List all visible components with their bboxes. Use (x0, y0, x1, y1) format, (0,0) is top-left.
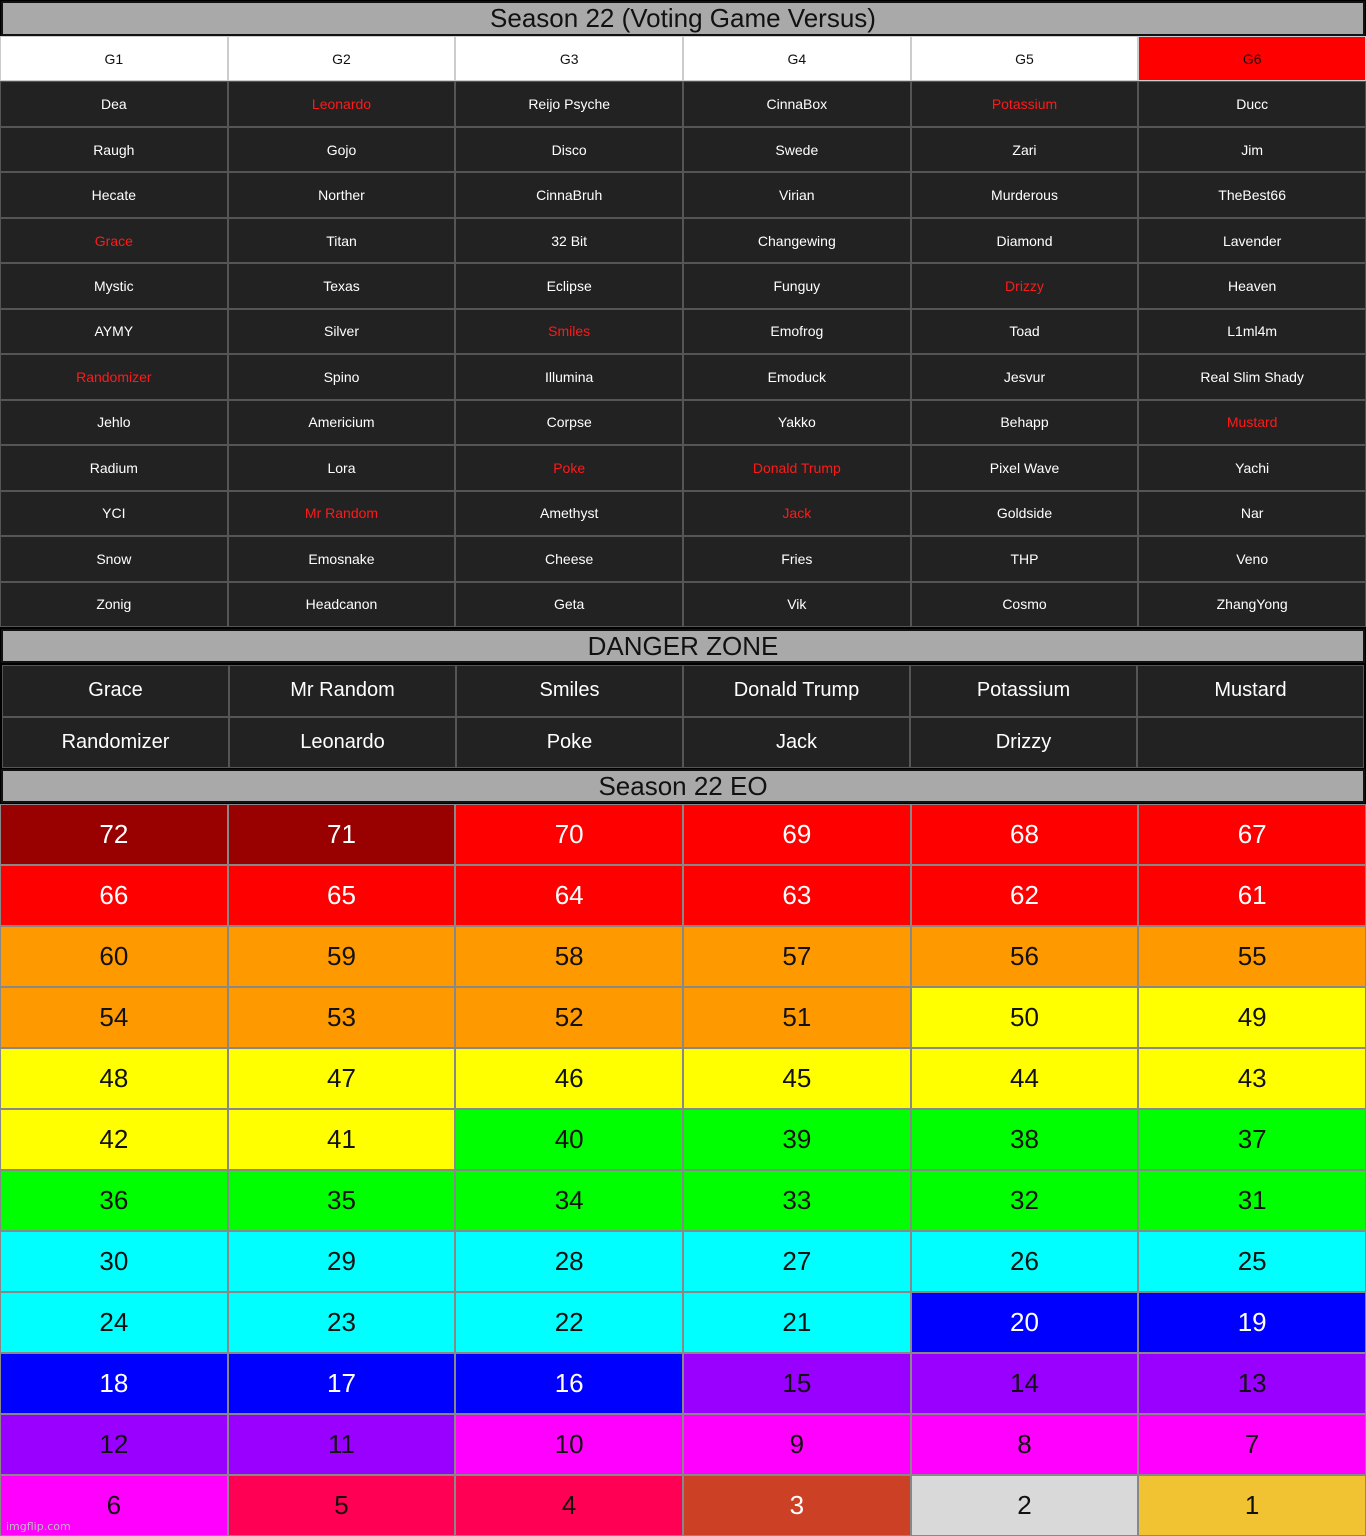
eo-rank-cell: 57 (683, 926, 911, 987)
contestant-cell: Potassium (911, 81, 1139, 126)
eo-rank-cell: 70 (455, 804, 683, 865)
contestant-cell: Silver (228, 309, 456, 354)
eo-rank-cell: 39 (683, 1109, 911, 1170)
danger-zone-cell: Potassium (910, 665, 1137, 717)
eo-rank-cell: 46 (455, 1048, 683, 1109)
group-header: G5 (911, 36, 1139, 81)
eo-rank-cell: 72 (0, 804, 228, 865)
eo-title: Season 22 EO (1, 769, 1365, 803)
group-header: G6 (1138, 36, 1366, 81)
eo-rank-cell: 35 (228, 1170, 456, 1231)
danger-zone-cell: Leonardo (229, 717, 456, 769)
eo-rank-cell: 23 (228, 1292, 456, 1353)
eo-rank-cell: 30 (0, 1231, 228, 1292)
contestant-cell: Swede (683, 127, 911, 172)
eo-rank-cell: 50 (911, 987, 1139, 1048)
contestant-cell: Spino (228, 354, 456, 399)
danger-zone-table (2, 665, 1364, 768)
eo-rank-cell: 13 (1138, 1353, 1366, 1414)
danger-zone-cell: Poke (456, 717, 683, 769)
eo-rank-cell: 51 (683, 987, 911, 1048)
eo-rank-cell: 20 (911, 1292, 1139, 1353)
eo-rank-cell: 55 (1138, 926, 1366, 987)
contestant-cell: Mr Random (228, 491, 456, 536)
danger-zone-cell: Mr Random (229, 665, 456, 717)
contestant-cell: CinnaBox (683, 81, 911, 126)
contestant-cell: Gojo (228, 127, 456, 172)
contestant-cell: Behapp (911, 400, 1139, 445)
contestant-cell: Titan (228, 218, 456, 263)
eo-rank-cell: 1 (1138, 1475, 1366, 1536)
eo-rank-cell: 62 (911, 865, 1139, 926)
contestant-cell: THP (911, 536, 1139, 581)
danger-zone-title: DANGER ZONE (1, 629, 1365, 663)
contestant-cell: Jack (683, 491, 911, 536)
eo-rank-cell: 28 (455, 1231, 683, 1292)
eo-rank-cell: 71 (228, 804, 456, 865)
group-header: G2 (228, 36, 456, 81)
eo-rank-cell: 5 (228, 1475, 456, 1536)
contestant-cell: Nar (1138, 491, 1366, 536)
contestant-cell: Cosmo (911, 582, 1139, 627)
eo-rank-cell: 68 (911, 804, 1139, 865)
contestant-cell: Texas (228, 263, 456, 308)
contestant-cell: Drizzy (911, 263, 1139, 308)
contestant-cell: Ducc (1138, 81, 1366, 126)
eo-rank-cell: 31 (1138, 1170, 1366, 1231)
eo-rank-cell: 66 (0, 865, 228, 926)
eo-rank-cell: 58 (455, 926, 683, 987)
eo-rank-cell: 3 (683, 1475, 911, 1536)
contestant-cell: L1ml4m (1138, 309, 1366, 354)
contestant-cell: Mystic (0, 263, 228, 308)
danger-zone-cell: Donald Trump (683, 665, 910, 717)
contestant-cell: Smiles (455, 309, 683, 354)
eo-rank-cell: 12 (0, 1414, 228, 1475)
eo-rank-cell: 42 (0, 1109, 228, 1170)
eo-table (0, 804, 1366, 1536)
contestant-cell: Fries (683, 536, 911, 581)
contestant-cell: Zonig (0, 582, 228, 627)
eo-rank-cell: 48 (0, 1048, 228, 1109)
eo-rank-cell: 61 (1138, 865, 1366, 926)
danger-zone-cell: Grace (2, 665, 229, 717)
eo-rank-cell: 18 (0, 1353, 228, 1414)
eo-rank-cell: 64 (455, 865, 683, 926)
contestant-cell: Veno (1138, 536, 1366, 581)
danger-zone-cell: Smiles (456, 665, 683, 717)
eo-rank-cell: 34 (455, 1170, 683, 1231)
contestant-cell: Emosnake (228, 536, 456, 581)
contestant-cell: Vik (683, 582, 911, 627)
eo-rank-cell: 60 (0, 926, 228, 987)
contestant-cell: Disco (455, 127, 683, 172)
eo-rank-cell: 10 (455, 1414, 683, 1475)
contestant-cell: 32 Bit (455, 218, 683, 263)
contestant-cell: Norther (228, 172, 456, 217)
eo-rank-cell: 19 (1138, 1292, 1366, 1353)
eo-rank-cell: 24 (0, 1292, 228, 1353)
danger-zone-cell (1137, 717, 1364, 769)
eo-rank-cell: 25 (1138, 1231, 1366, 1292)
eo-rank-cell: 59 (228, 926, 456, 987)
contestant-cell: Snow (0, 536, 228, 581)
eo-rank-cell: 21 (683, 1292, 911, 1353)
eo-rank-cell: 7 (1138, 1414, 1366, 1475)
contestant-cell: Cheese (455, 536, 683, 581)
eo-rank-cell: 29 (228, 1231, 456, 1292)
group-header: G1 (0, 36, 228, 81)
watermark: imgflip.com (6, 1520, 71, 1533)
eo-rank-cell: 56 (911, 926, 1139, 987)
contestant-cell: Emoduck (683, 354, 911, 399)
contestant-cell: Lora (228, 445, 456, 490)
eo-rank-cell: 27 (683, 1231, 911, 1292)
contestant-cell: AYMY (0, 309, 228, 354)
roster-table (0, 36, 1366, 627)
contestant-cell: Poke (455, 445, 683, 490)
contestant-cell: Yakko (683, 400, 911, 445)
contestant-cell: Raugh (0, 127, 228, 172)
contestant-cell: Grace (0, 218, 228, 263)
contestant-cell: Leonardo (228, 81, 456, 126)
eo-rank-cell: 43 (1138, 1048, 1366, 1109)
contestant-cell: TheBest66 (1138, 172, 1366, 217)
eo-rank-cell: 45 (683, 1048, 911, 1109)
eo-rank-cell: 11 (228, 1414, 456, 1475)
eo-rank-cell: 26 (911, 1231, 1139, 1292)
contestant-cell: Amethyst (455, 491, 683, 536)
eo-rank-cell: 40 (455, 1109, 683, 1170)
contestant-cell: Geta (455, 582, 683, 627)
contestant-cell: Donald Trump (683, 445, 911, 490)
contestant-cell: Headcanon (228, 582, 456, 627)
eo-rank-cell: 54 (0, 987, 228, 1048)
eo-rank-cell: 37 (1138, 1109, 1366, 1170)
eo-rank-cell: 6 (0, 1475, 228, 1536)
group-header: G3 (455, 36, 683, 81)
contestant-cell: Funguy (683, 263, 911, 308)
eo-rank-cell: 41 (228, 1109, 456, 1170)
eo-rank-cell: 4 (455, 1475, 683, 1536)
eo-rank-cell: 9 (683, 1414, 911, 1475)
contestant-cell: Americium (228, 400, 456, 445)
eo-rank-cell: 67 (1138, 804, 1366, 865)
group-header: G4 (683, 36, 911, 81)
danger-zone-cell: Drizzy (910, 717, 1137, 769)
season-title: Season 22 (Voting Game Versus) (1, 1, 1365, 36)
contestant-cell: Yachi (1138, 445, 1366, 490)
eo-rank-cell: 69 (683, 804, 911, 865)
eo-rank-cell: 52 (455, 987, 683, 1048)
eo-rank-cell: 65 (228, 865, 456, 926)
contestant-cell: Corpse (455, 400, 683, 445)
contestant-cell: Dea (0, 81, 228, 126)
contestant-cell: Emofrog (683, 309, 911, 354)
contestant-cell: Eclipse (455, 263, 683, 308)
eo-rank-cell: 47 (228, 1048, 456, 1109)
contestant-cell: Diamond (911, 218, 1139, 263)
eo-rank-cell: 44 (911, 1048, 1139, 1109)
contestant-cell: YCI (0, 491, 228, 536)
contestant-cell: Jehlo (0, 400, 228, 445)
eo-rank-cell: 53 (228, 987, 456, 1048)
contestant-cell: Reijo Psyche (455, 81, 683, 126)
contestant-cell: Pixel Wave (911, 445, 1139, 490)
eo-rank-cell: 63 (683, 865, 911, 926)
contestant-cell: Illumina (455, 354, 683, 399)
eo-rank-cell: 14 (911, 1353, 1139, 1414)
contestant-cell: Randomizer (0, 354, 228, 399)
contestant-cell: Hecate (0, 172, 228, 217)
eo-rank-cell: 33 (683, 1170, 911, 1231)
contestant-cell: Toad (911, 309, 1139, 354)
eo-rank-cell: 2 (911, 1475, 1139, 1536)
contestant-cell: Murderous (911, 172, 1139, 217)
contestant-cell: Zari (911, 127, 1139, 172)
eo-rank-cell: 49 (1138, 987, 1366, 1048)
eo-rank-cell: 16 (455, 1353, 683, 1414)
contestant-cell: CinnaBruh (455, 172, 683, 217)
contestant-cell: Heaven (1138, 263, 1366, 308)
contestant-cell: Changewing (683, 218, 911, 263)
contestant-cell: Jim (1138, 127, 1366, 172)
contestant-cell: Radium (0, 445, 228, 490)
danger-zone-cell: Randomizer (2, 717, 229, 769)
eo-rank-cell: 15 (683, 1353, 911, 1414)
eo-rank-cell: 32 (911, 1170, 1139, 1231)
contestant-cell: Virian (683, 172, 911, 217)
contestant-cell: Mustard (1138, 400, 1366, 445)
danger-zone-cell: Mustard (1137, 665, 1364, 717)
contestant-cell: ZhangYong (1138, 582, 1366, 627)
eo-rank-cell: 22 (455, 1292, 683, 1353)
eo-rank-cell: 8 (911, 1414, 1139, 1475)
contestant-cell: Jesvur (911, 354, 1139, 399)
eo-rank-cell: 17 (228, 1353, 456, 1414)
contestant-cell: Goldside (911, 491, 1139, 536)
contestant-cell: Lavender (1138, 218, 1366, 263)
contestant-cell: Real Slim Shady (1138, 354, 1366, 399)
eo-rank-cell: 36 (0, 1170, 228, 1231)
danger-zone-cell: Jack (683, 717, 910, 769)
eo-rank-cell: 38 (911, 1109, 1139, 1170)
